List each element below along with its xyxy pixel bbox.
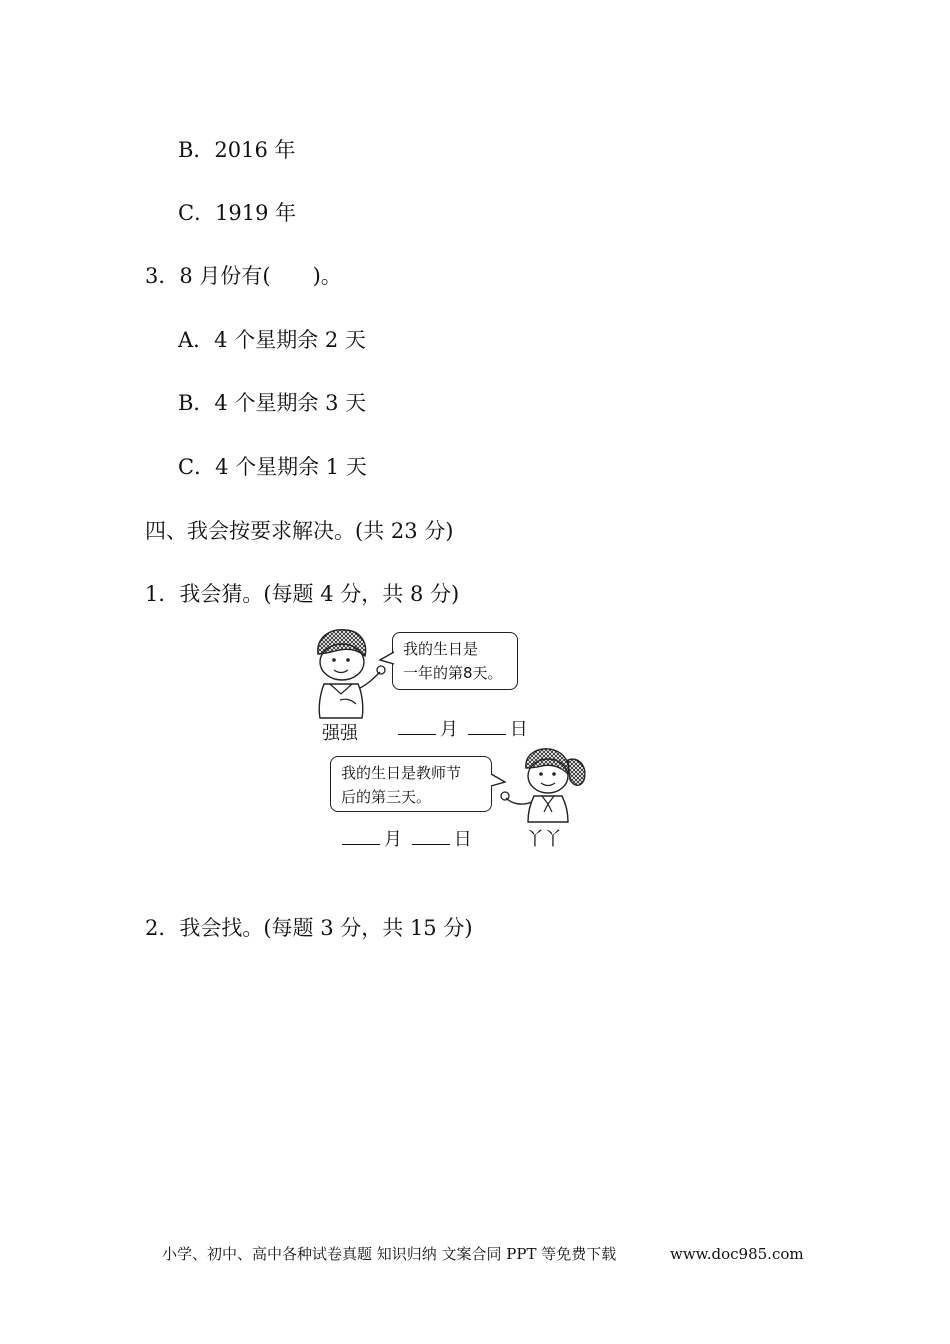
girl-speech-line-2: 后的第三天。 <box>341 788 432 806</box>
girl-month-blank[interactable] <box>342 826 380 845</box>
girl-day-blank[interactable] <box>412 826 450 845</box>
question-3-stem: 3．8 月份有( )。 <box>145 264 342 288</box>
girl-speech-bubble <box>330 756 492 812</box>
girl-month-unit: 月 <box>384 829 402 850</box>
section-4-question-1: 1．我会猜。(每题 4 分，共 8 分) <box>145 582 460 606</box>
boy-answer-blanks <box>394 716 528 742</box>
boy-figure-icon <box>310 628 388 720</box>
section-4-question-2: 2．我会找。(每题 3 分，共 15 分) <box>145 916 473 940</box>
girl-answer-blanks <box>338 826 472 852</box>
girl-day-unit: 日 <box>453 829 472 850</box>
q3-option-b: B．4 个星期余 3 天 <box>178 391 367 415</box>
boy-day-blank[interactable] <box>468 716 506 735</box>
girl-figure-icon <box>498 746 590 824</box>
option-b-2016: B．2016 年 <box>178 138 296 162</box>
boy-speech-line-1: 我的生日是 <box>403 640 479 658</box>
boy-speech-bubble <box>392 632 518 690</box>
boy-day-unit: 日 <box>509 719 528 740</box>
boy-month-blank[interactable] <box>398 716 436 735</box>
footer-url[interactable]: www.doc985.com <box>670 1245 804 1263</box>
footer-text: 小学、初中、高中各种试卷真题 知识归纳 文案合同 PPT 等免费下载 <box>162 1245 617 1263</box>
boy-speech-line-2: 一年的第8天。 <box>403 664 503 682</box>
boy-name: 强强 <box>322 723 358 744</box>
q3-option-c: C．4 个星期余 1 天 <box>178 455 367 479</box>
q3-option-a: A．4 个星期余 2 天 <box>178 328 366 352</box>
option-c-1919: C．1919 年 <box>178 201 297 225</box>
girl-name: 丫丫 <box>526 829 562 850</box>
section-4-title: 四、我会按要求解决。(共 23 分) <box>145 519 454 543</box>
girl-speech-line-1: 我的生日是教师节 <box>341 764 462 782</box>
boy-month-unit: 月 <box>440 719 458 740</box>
boy-bubble-tail-icon <box>378 650 396 668</box>
